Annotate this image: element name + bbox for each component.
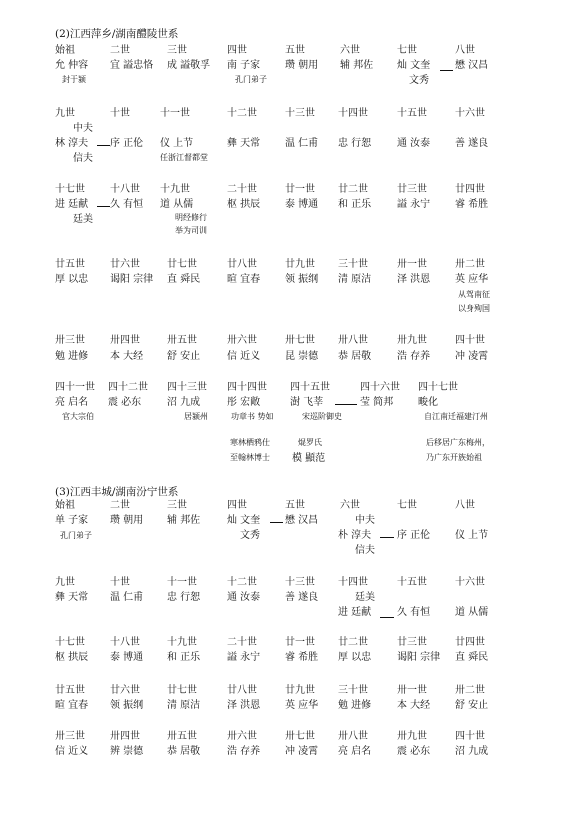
generation-label: 三世 [167,45,187,56]
generation-label: 卅一世 [397,685,427,696]
generation-label: 五世 [285,45,305,56]
ancestor-name: 久 有恒 [110,199,144,210]
generation-label: 十七世 [55,184,85,195]
generation-label: 十四世 [338,108,368,119]
ancestor-name: 恭 居敬 [167,746,201,757]
generation-label: 廿五世 [55,259,85,270]
alias-name: 中夫 [73,123,93,134]
generation-label: 四十五世 [290,382,330,393]
generation-label: 十世 [110,108,130,119]
generation-label: 廿六世 [110,685,140,696]
generation-label: 卅九世 [397,335,427,346]
generation-label: 四世 [227,500,247,511]
generation-label: 卅五世 [167,335,197,346]
generation-label: 四十世 [455,731,485,742]
alias-name: 信夫 [73,153,93,164]
generation-label: 二十世 [227,184,257,195]
generation-label: 三世 [167,500,187,511]
annotation: 后移居广东梅州， [426,438,490,447]
ancestor-name: 本 大经 [397,700,431,711]
generation-label: 四世 [227,45,247,56]
generation-label: 十九世 [167,637,197,648]
generation-label: 卅二世 [455,259,485,270]
annotation: 封于颍 [62,75,86,84]
annotation: 至翰林博士 [230,453,270,462]
ancestor-name: 亮 启名 [338,746,372,757]
ancestor-name: 瓒 朝用 [110,515,144,526]
generation-label: 二十世 [227,637,257,648]
generation-label: 卅一世 [397,259,427,270]
ancestor-name: 謚 永宁 [227,652,261,663]
ancestor-name: 震 必东 [108,397,142,408]
generation-label: 卅四世 [110,335,140,346]
ancestor-name: 通 汝泰 [227,592,261,603]
generation-label: 十八世 [110,184,140,195]
generation-label: 七世 [397,45,417,56]
generation-label: 廿六世 [110,259,140,270]
annotation: 居颍州 [184,412,208,421]
generation-label: 十二世 [227,577,257,588]
generation-label: 卅八世 [338,335,368,346]
ancestor-name: 进 廷献 [338,607,372,618]
connector-line [440,70,453,71]
generation-label: 卅六世 [227,731,257,742]
ancestor-name: 善 遂良 [285,592,319,603]
ancestor-name: 和 正乐 [167,652,201,663]
ancestor-name: 久 有恒 [397,607,431,618]
ancestor-name: 谒阳 宗律 [110,274,154,285]
generation-label: 四十一世 [55,382,95,393]
ancestor-name: 领 振纲 [110,700,144,711]
generation-label: 五世 [285,500,305,511]
ancestor-name: 懋 汉昌 [455,60,489,71]
generation-label: 十九世 [160,184,190,195]
ancestor-name: 枢 拱辰 [227,199,261,210]
generation-label: 二世 [110,500,130,511]
generation-label: 四十世 [455,335,485,346]
generation-label: 廿九世 [285,685,315,696]
ancestor-name: 领 振纲 [285,274,319,285]
ancestor-name: 灿 文奎 [397,60,431,71]
ancestor-name: 本 大经 [110,351,144,362]
ancestor-name: 温 仁甫 [285,138,319,149]
ancestor-name: 彤 宏敞 [227,397,261,408]
ancestor-name: 辅 邦佐 [167,515,201,526]
generation-label: 卅五世 [167,731,197,742]
ancestor-name: 浩 存养 [397,351,431,362]
generation-label: 十六世 [455,577,485,588]
generation-label: 卅九世 [397,731,427,742]
annotation: 焜罗氏 [298,438,322,447]
ancestor-name: 瓒 朝用 [285,60,319,71]
annotation: 宋巡阶御史 [302,412,342,421]
generation-label: 卅二世 [455,685,485,696]
generation-label: 廿四世 [455,184,485,195]
generation-label: 十三世 [285,577,315,588]
annotation: 明经修行 [175,213,207,222]
ancestor-name: 模 顯范 [292,453,326,464]
ancestor-name: 清 原洁 [338,274,372,285]
ancestor-name: 泰 博通 [285,199,319,210]
annotation: 功章书 势如 [231,412,274,421]
ancestor-name: 直 舜民 [455,652,489,663]
ancestor-name: 泽 洪恩 [397,274,431,285]
generation-label: 四十七世 [418,382,458,393]
ancestor-name: 枢 拱辰 [55,652,89,663]
generation-label: 十三世 [285,108,315,119]
ancestor-name: 序 正伦 [397,530,431,541]
ancestor-name: 英 应华 [455,274,489,285]
annotation: 以身殉国 [458,304,490,313]
alias-name: 中夫 [355,515,375,526]
ancestor-name: 单 子家 [55,515,89,526]
annotation: 孔门弟子 [235,75,267,84]
ancestor-name: 暄 宜春 [227,274,261,285]
ancestor-name: 仪 上节 [455,530,489,541]
ancestor-name: 信 近义 [227,351,261,362]
ancestor-name: 謚 永宁 [397,199,431,210]
ancestor-name: 亮 启名 [55,397,89,408]
generation-label: 廿一世 [285,184,315,195]
ancestor-name: 善 遂良 [455,138,489,149]
alias-name: 廷美 [73,214,93,225]
generation-label: 六世 [340,45,360,56]
ancestor-name: 昆 崇德 [285,351,319,362]
annotation: 自江南迁福建汀州 [424,412,488,421]
generation-label: 廿七世 [167,685,197,696]
ancestor-name: 冲 凌霄 [285,746,319,757]
generation-label: 卅七世 [285,731,315,742]
generation-label: 廿七世 [167,259,197,270]
generation-label: 十一世 [167,577,197,588]
ancestor-name: 温 仁甫 [110,592,144,603]
ancestor-name: 畯化 [418,397,438,408]
annotation: 乃广东开族始祖 [426,453,482,462]
ancestor-name: 沼 九成 [455,746,489,757]
generation-label: 卅三世 [55,335,85,346]
ancestor-name: 冲 凌霄 [455,351,489,362]
ancestor-name: 英 应华 [285,700,319,711]
ancestor-name: 震 必东 [397,746,431,757]
generation-label: 十一世 [160,108,190,119]
alias-name: 文秀 [240,530,260,541]
generation-label: 十四世 [338,577,368,588]
annotation: 寒林栖鸦仕 [230,438,270,447]
generation-label: 卅四世 [110,731,140,742]
alias-name: 信夫 [355,545,375,556]
alias-name: 廷美 [355,592,375,603]
generation-label: 廿九世 [285,259,315,270]
ancestor-name: 灿 文奎 [227,515,261,526]
ancestor-name: 澍 飞莘 [290,397,324,408]
generation-label: 三十世 [338,685,368,696]
ancestor-name: 泰 博通 [110,652,144,663]
ancestor-name: 彝 天常 [55,592,89,603]
ancestor-name: 勉 进修 [338,700,372,711]
ancestor-name: 道 从儒 [160,199,194,210]
ancestor-name: 信 近义 [55,746,89,757]
generation-label: 廿四世 [455,637,485,648]
section-title: (2)江西萍乡/湖南醴陵世系 [55,28,179,40]
alias-name: 文秀 [409,75,429,86]
ancestor-name: 林 淳夫 [55,138,89,149]
ancestor-name: 谒阳 宗律 [397,652,441,663]
connector-line [270,522,283,523]
ancestor-name: 忠 行恕 [167,592,201,603]
ancestor-name: 清 原洁 [167,700,201,711]
ancestor-name: 辅 邦佐 [340,60,374,71]
ancestor-name: 道 从儒 [455,607,489,618]
ancestor-name: 辨 崇德 [110,746,144,757]
annotation: 从驾南征 [458,290,490,299]
ancestor-name: 仪 上节 [160,138,194,149]
generation-label: 廿二世 [338,184,368,195]
generation-label: 九世 [55,108,75,119]
generation-label: 六世 [340,500,360,511]
generation-label: 四十三世 [167,382,207,393]
generation-label: 廿三世 [397,184,427,195]
annotation: 孔门弟子 [60,531,92,540]
generation-label: 卅六世 [227,335,257,346]
ancestor-name: 通 汝泰 [397,138,431,149]
generation-label: 七世 [397,500,417,511]
ancestor-name: 成 謚敬孚 [167,60,211,71]
generation-label: 廿五世 [55,685,85,696]
generation-label: 廿八世 [227,259,257,270]
ancestor-name: 宜 謚忠恪 [110,60,154,71]
connector-line [380,537,394,538]
ancestor-name: 进 廷献 [55,199,89,210]
annotation: 举为司训 [175,226,207,235]
ancestor-name: 睿 希胜 [455,199,489,210]
generation-label: 廿二世 [338,637,368,648]
generation-label: 卅三世 [55,731,85,742]
connector-line [97,206,110,207]
generation-label: 十五世 [397,108,427,119]
ancestor-name: 恭 居敬 [338,351,372,362]
ancestor-name: 暄 宜春 [55,700,89,711]
generation-label: 廿一世 [285,637,315,648]
ancestor-name: 舒 安止 [167,351,201,362]
generation-label: 卅八世 [338,731,368,742]
ancestor-name: 睿 希胜 [285,652,319,663]
generation-label: 八世 [455,500,475,511]
ancestor-name: 直 舜民 [167,274,201,285]
annotation: 任浙江督都堂 [160,153,208,162]
ancestor-name: 允 仲容 [55,60,89,71]
generation-label: 四十四世 [227,382,267,393]
generation-label: 十世 [110,577,130,588]
generation-label: 十六世 [455,108,485,119]
ancestor-name: 勉 进修 [55,351,89,362]
connector-line [335,404,357,405]
generation-label: 十二世 [227,108,257,119]
generation-label: 九世 [55,577,75,588]
generation-label: 廿八世 [227,685,257,696]
ancestor-name: 厚 以忠 [338,652,372,663]
ancestor-name: 序 正伦 [110,138,144,149]
ancestor-name: 泽 洪恩 [227,700,261,711]
generation-label: 二世 [110,45,130,56]
generation-label: 始祖 [55,500,75,511]
annotation: 官大宗伯 [62,412,94,421]
generation-label: 十七世 [55,637,85,648]
generation-label: 八世 [455,45,475,56]
ancestor-name: 厚 以忠 [55,274,89,285]
generation-label: 十五世 [397,577,427,588]
connector-line [97,145,110,146]
generation-label: 始祖 [55,45,75,56]
ancestor-name: 南 子家 [227,60,261,71]
generation-label: 四十二世 [108,382,148,393]
ancestor-name: 彝 天常 [227,138,261,149]
connector-line [380,617,394,618]
ancestor-name: 沼 九成 [167,397,201,408]
generation-label: 卅七世 [285,335,315,346]
section-title: (3)江西丰城/湖南汾宁世系 [55,486,179,498]
ancestor-name: 莹 简邦 [360,397,394,408]
generation-label: 三十世 [338,259,368,270]
ancestor-name: 忠 行恕 [338,138,372,149]
ancestor-name: 舒 安止 [455,700,489,711]
generation-label: 四十六世 [360,382,400,393]
ancestor-name: 懋 汉昌 [285,515,319,526]
ancestor-name: 朴 淳夫 [338,530,372,541]
ancestor-name: 浩 存养 [227,746,261,757]
generation-label: 廿三世 [397,637,427,648]
ancestor-name: 和 正乐 [338,199,372,210]
generation-label: 十八世 [110,637,140,648]
